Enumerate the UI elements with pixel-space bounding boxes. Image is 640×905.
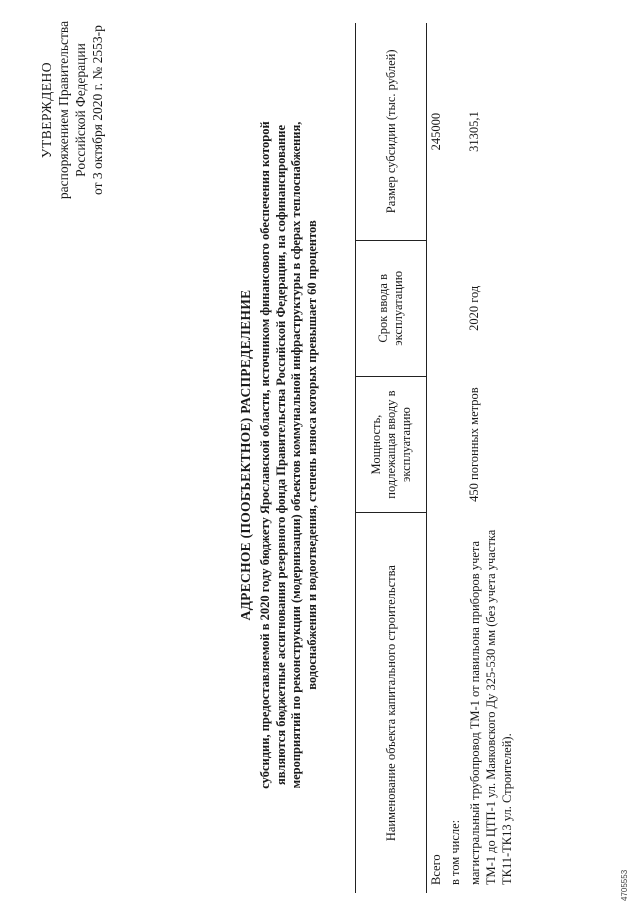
object-commissioning-date: 2020 год bbox=[467, 285, 481, 331]
total-date bbox=[427, 240, 447, 376]
total-capacity bbox=[427, 376, 447, 512]
table-row bbox=[465, 23, 517, 893]
header-object-name: Наименование объекта капитального строительства bbox=[356, 513, 427, 893]
including-label: в том числе: bbox=[448, 819, 462, 885]
header-subsidy-amount: Размер субсидии (тыс. рублей) bbox=[356, 23, 427, 240]
object-capacity: 450 погонных метров bbox=[467, 387, 481, 502]
table-row-total bbox=[427, 23, 447, 893]
subtitle-line: водоснабжения и водоотведения, степень износа которых превышает 60 процентов bbox=[304, 220, 319, 690]
document-title: АДРЕСНОЕ (ПООБЪЕКТНОЕ) РАСПРЕДЕЛЕНИЕ bbox=[238, 289, 253, 621]
subtitle-line: являются бюджетные ассигнования резервного фонда Правительства Российской Федерации, на софинансирование bbox=[273, 124, 288, 786]
approval-line-1: распоряжением Правительства bbox=[56, 20, 71, 200]
subsidy-table bbox=[355, 23, 517, 893]
subtitle-line: мероприятий по реконструкции (модернизации) объектов коммунальной инфраструктуры в сферах теплоснабжения, bbox=[289, 121, 303, 789]
table-row-including bbox=[446, 23, 465, 893]
approval-stamp bbox=[38, 5, 106, 215]
total-amount: 245000 bbox=[429, 112, 443, 151]
object-subsidy-amount: 31305,1 bbox=[467, 111, 481, 152]
total-label: Всего bbox=[429, 854, 443, 885]
header-commissioning-date: Срок ввода в эксплуатацию bbox=[356, 240, 427, 376]
approval-line-2: Российской Федерации bbox=[73, 43, 88, 177]
object-name: магистральный трубопровод ТМ-1 от павильона приборов учета ТМ-1 до ЦТП-1 ул. Маяковского Ду 325-530 мм (без учета участка ТК11-ТК13 ул. Строителей). bbox=[468, 529, 514, 885]
approval-title: УТВЕРЖДЕНО bbox=[39, 61, 54, 159]
approval-line-3: от 3 октября 2020 г. № 2553-р bbox=[90, 25, 105, 195]
table-header-row bbox=[356, 23, 427, 893]
subtitle-line: субсидии, предоставляемой в 2020 году бюджету Ярославской области, источником финансового обеспечения которой bbox=[258, 121, 272, 789]
document-code: 4705553 bbox=[620, 869, 629, 901]
header-capacity: Мощность, подлежащая вводу в эксплуатацию bbox=[356, 376, 427, 512]
document-subtitle bbox=[258, 75, 320, 835]
